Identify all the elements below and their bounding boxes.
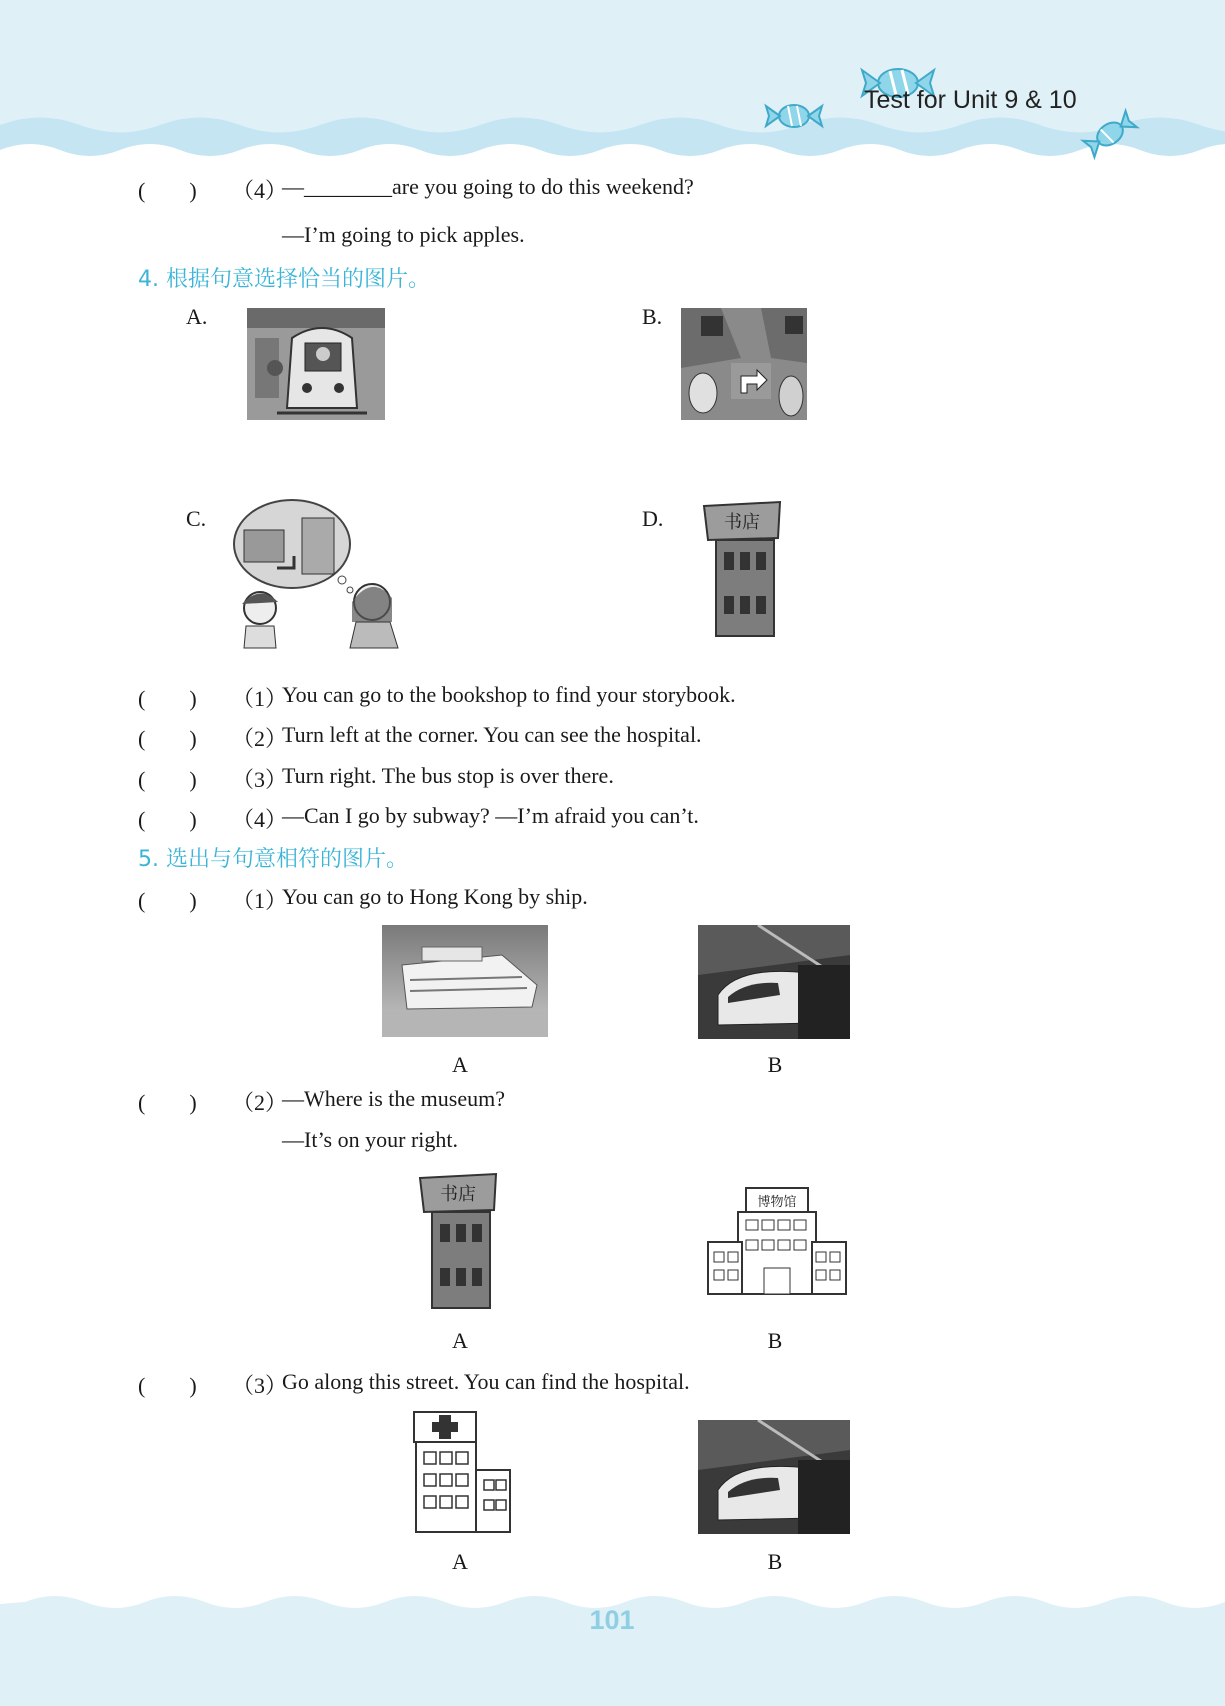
answer-blank[interactable]: ( )	[138, 807, 197, 832]
asking-directions-picture	[232, 498, 402, 650]
answer-blank[interactable]: ( )	[138, 686, 197, 711]
bullet-train-picture[interactable]	[698, 925, 850, 1039]
option-letter: D.	[642, 506, 664, 531]
question-number: （4）	[232, 178, 288, 203]
answer-blank[interactable]: ( )	[138, 767, 197, 792]
header-band	[0, 0, 1225, 160]
bullet-train-picture[interactable]	[698, 1420, 850, 1534]
option-letter: B.	[642, 304, 663, 329]
option-caption: B	[767, 1052, 783, 1077]
answer-blank[interactable]: ( )	[138, 178, 197, 203]
option-caption: A	[452, 1328, 468, 1353]
option-letter: A.	[186, 304, 208, 329]
question-text: Turn right. The bus stop is over there.	[282, 763, 614, 788]
bookshop-sign: 书店	[440, 1184, 476, 1205]
question-number: （2）	[232, 1090, 288, 1115]
answer-text: —I’m going to pick apples.	[282, 222, 525, 247]
museum-sign: 博物馆	[757, 1195, 797, 1210]
unit-title: Test for Unit 9 & 10	[864, 86, 1077, 114]
answer-text: —It’s on your right.	[282, 1127, 458, 1152]
answer-blank[interactable]: ( )	[138, 726, 197, 751]
answer-blank[interactable]: ( )	[138, 888, 197, 913]
question-text: Turn left at the corner. You can see the hospital.	[282, 722, 702, 747]
candy-icon	[1080, 106, 1140, 162]
page-number: 101	[589, 1605, 635, 1635]
question-text: You can go to the bookshop to find your storybook.	[282, 682, 736, 707]
option-caption: B	[767, 1549, 783, 1574]
cruise-ship-picture[interactable]	[382, 925, 548, 1037]
question-number: （2）	[232, 726, 288, 751]
answer-blank[interactable]: ( )	[138, 1090, 197, 1115]
question-text: You can go to Hong Kong by ship.	[282, 884, 588, 909]
question-number: （3）	[232, 1373, 288, 1398]
bookshop-sign: 书店	[724, 512, 760, 533]
candy-icon	[762, 96, 826, 136]
option-caption: B	[767, 1328, 783, 1353]
question-text: —Where is the museum?	[282, 1086, 505, 1111]
subway-train-picture	[247, 308, 385, 420]
question-number: （4）	[232, 807, 288, 832]
answer-blank[interactable]: ( )	[138, 1373, 197, 1398]
option-letter: C.	[186, 506, 207, 531]
option-caption: A	[452, 1052, 468, 1077]
question-number: （1）	[232, 888, 288, 913]
option-caption: A	[452, 1549, 468, 1574]
section-5-title: 5. 选出与句意相符的图片。	[138, 847, 408, 872]
turn-right-sign-picture	[681, 308, 807, 420]
question-text: —Can I go by subway? —I’m afraid you can’t.	[282, 803, 699, 828]
bookshop-building-picture[interactable]	[416, 1172, 502, 1312]
museum-building-picture[interactable]	[704, 1184, 850, 1298]
question-text: —________are you going to do this weekend?	[282, 174, 694, 199]
section-4-title: 4. 根据句意选择恰当的图片。	[138, 267, 430, 292]
question-number: （1）	[232, 686, 288, 711]
question-number: （3）	[232, 767, 288, 792]
question-text: Go along this street. You can find the hospital.	[282, 1369, 690, 1394]
bookshop-building-picture	[700, 500, 786, 640]
hospital-building-picture[interactable]	[410, 1408, 514, 1536]
